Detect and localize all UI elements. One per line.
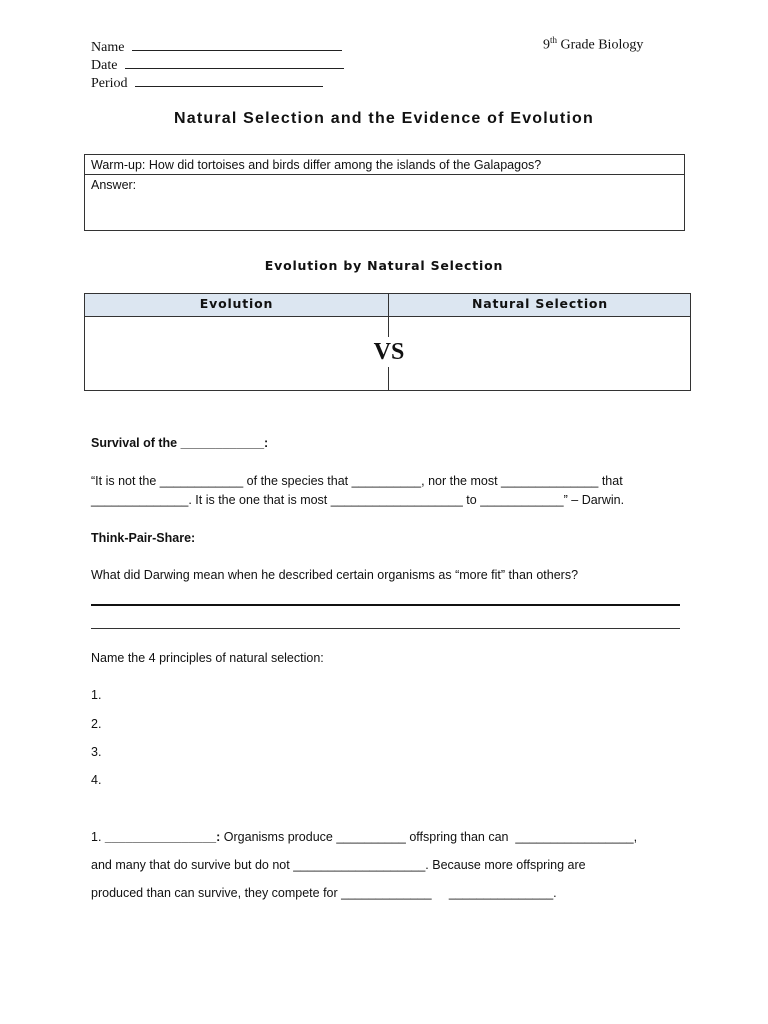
principle-1-name-blank[interactable]: ________________ [104,830,217,844]
principle-1-line-2: and many that do survive but do not ___________________. Because more offspring are [91,858,586,872]
principle-1-line-3: produced than can survive, they compete for _____________ _______________. [91,886,557,900]
page-title: Natural Selection and the Evidence of Evolution [173,110,595,127]
course-grade-suffix: th [550,35,558,45]
answer-line-1[interactable] [91,604,680,606]
compare-header-natural-selection: Natural Selection [471,296,608,311]
date-label: Date [91,58,118,73]
principle-number: 1. [91,688,102,702]
warmup-divider [85,174,684,175]
compare-table [84,293,691,391]
principle-1-text: : Organisms produce __________ offspring than can _________________, [216,830,638,844]
warmup-question: Warm-up: How did tortoises and birds differ among the islands of the Galapagos? [91,158,542,172]
warmup-answer-label: Answer: [91,178,137,192]
course-name: Grade Biology [557,37,644,53]
course-grade: 9 [543,37,550,53]
principle-number: 4. [91,773,102,787]
section-subtitle: Evolution by Natural Selection [264,258,504,273]
principles-prompt: Name the 4 principles of natural selection: [91,651,324,665]
principle-1-line-1 [91,830,637,844]
date-blank[interactable] [125,54,344,69]
warmup-box [84,154,685,231]
survival-blank[interactable]: ____________ [180,436,265,450]
compare-header-evolution: Evolution [199,296,274,311]
survival-lead: Survival of the [91,436,181,450]
course-label [543,35,643,54]
answer-line-2[interactable] [91,628,680,629]
principle-number: 3. [91,745,102,759]
period-blank[interactable] [135,72,323,87]
vs-label: VS [369,337,409,367]
name-field[interactable] [91,36,342,56]
name-blank[interactable] [132,36,342,51]
period-label: Period [91,76,128,91]
darwin-quote-line-2: ______________. It is the one that is most ___________________ to ____________” – Darwin. [91,493,625,507]
name-label: Name [91,40,125,55]
survival-heading [91,436,268,450]
darwin-quote-line-1: “It is not the ____________ of the species that __________, nor the most ______________ that [91,474,623,488]
principle-1-number: 1. [91,830,105,844]
principle-number: 2. [91,717,102,731]
think-pair-share-heading: Think-Pair-Share: [91,531,196,545]
survival-tail: : [264,436,269,450]
darwin-fit-question: What did Darwing mean when he described certain organisms as “more fit” than others? [91,568,579,582]
period-field[interactable] [91,72,323,92]
date-field[interactable] [91,54,344,74]
